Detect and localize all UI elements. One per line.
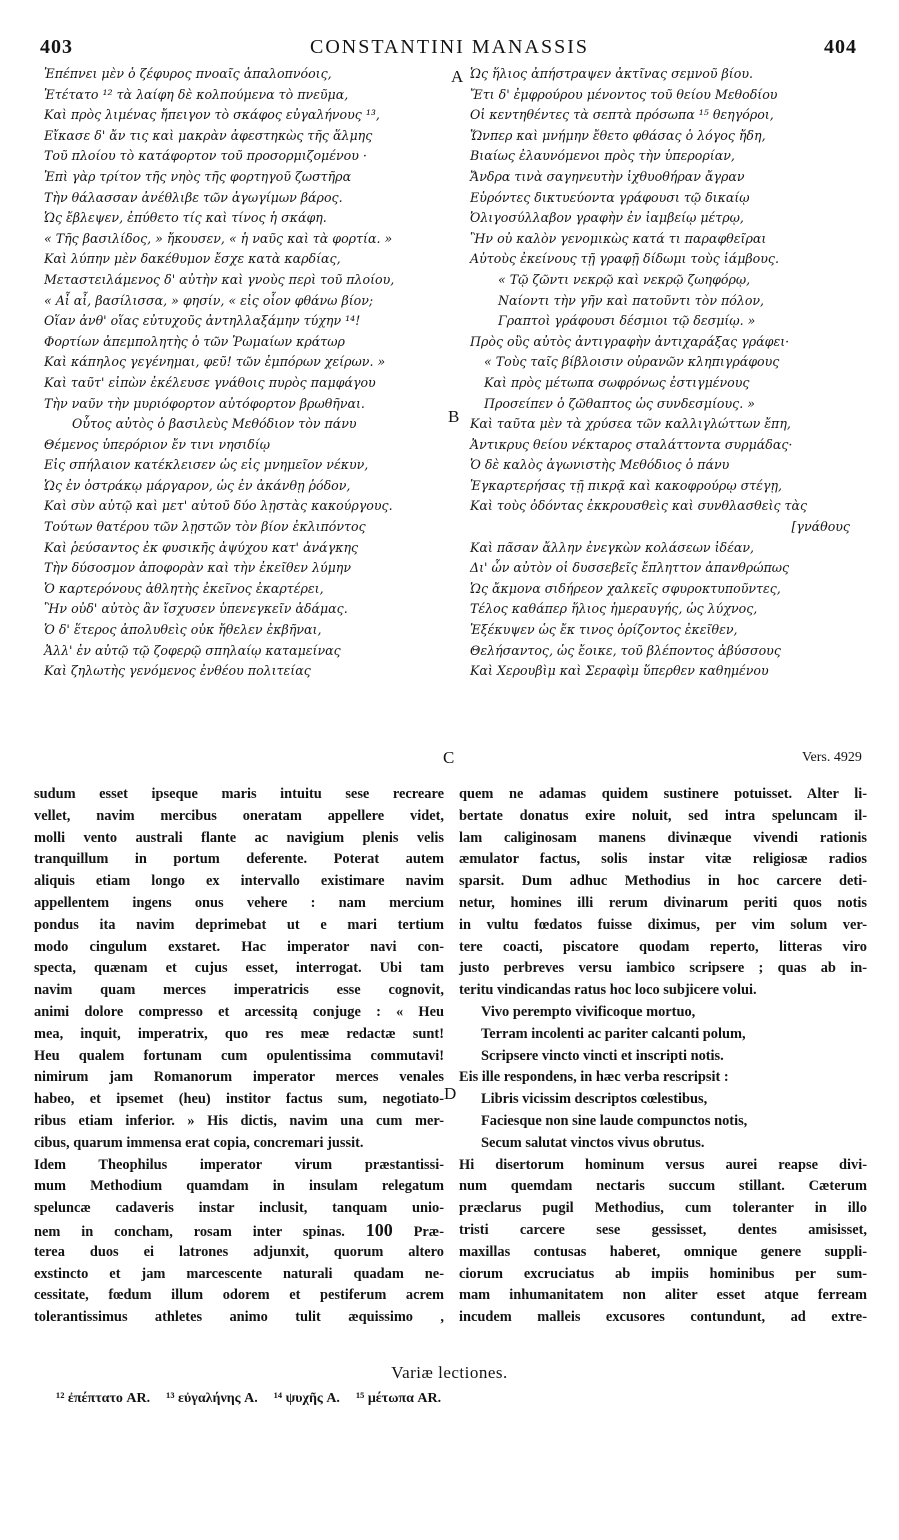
left-page-number: 403	[40, 36, 73, 58]
latin-prose-line: speluncæ cadaveris instar inclusit, tanquam unio-	[34, 1200, 444, 1217]
greek-verse-line: Τούτων θατέρου τῶν λῃστῶν τὸν βίον ἐκλιπόντος	[44, 519, 366, 535]
greek-verse-line: Καὶ πρὸς μέτωπα σωφρόνως ἐστιγμένους	[484, 374, 750, 390]
latin-prose-line: cessitate, fœdum illum odorem et pestiferum acrem	[34, 1287, 444, 1304]
variant-reading-note: ¹⁴ ψυχῆς A.	[273, 1391, 340, 1406]
greek-verse-right-column	[470, 64, 870, 682]
latin-text: Præ-	[392, 1223, 444, 1240]
latin-prose-line: maxillas contusas haberet, omnique genere suppli-	[459, 1243, 867, 1260]
latin-prose-line: præclarus pugil Methodius, cum toleranter in illo	[459, 1200, 867, 1217]
greek-verse-line: Ὡς ἔβλεψεν, ἐπύθετο τίς καὶ τίνος ἡ σκάφη.	[44, 210, 327, 226]
latin-prose-line: modo cingulum exstaret. Hac imperator navi con-	[34, 938, 444, 955]
greek-verse-line: Τὴν ναῦν τὴν μυριόφορτον αὐτόφορτον βρωθῆναι.	[44, 395, 365, 411]
greek-verse-line: Θέμενος ὑπερόριον ἔν τινι νησιδίῳ	[44, 436, 271, 452]
latin-verse-line: Secum salutat vinctos vivus obrutus.	[481, 1134, 705, 1151]
latin-prose-line: teritu vindicandas ratus hoc loco subjicere volui.	[459, 982, 757, 999]
latin-prose-line: exstincto et jam marcescente naturali quadam ne-	[34, 1265, 444, 1282]
greek-verse-line: Ὥνπερ καὶ μνήμην ἔθετο φθάσας ὁ λόγος ἤδη,	[470, 127, 766, 143]
greek-verse-line: Καὶ ταῦτ' εἰπὼν ἐκέλευσε γνάθοις πυρὸς παμφάγου	[44, 374, 376, 390]
latin-prose-line: justo perbreves versu iambico scripsere ; quas ab in-	[459, 960, 867, 977]
latin-prose-line: Heu qualem fortunam cum opulentissima commutavi!	[34, 1047, 444, 1064]
greek-verse-line: Ἀντικρυς θείου νέκταρος σταλάττοντα συρμάδας·	[470, 436, 793, 452]
greek-verse-line: « Τῆς βασιλίδος, » ἤκουσεν, « ἡ ναῦς καὶ τὰ φορτία. »	[44, 230, 393, 246]
latin-prose-line: num quemdam nectaris succum stillant. Cæterum	[459, 1178, 867, 1195]
latin-prose-line: quem ne adamas quidem sustinere potuisset. Alter li-	[459, 786, 867, 802]
greek-verse-line: Θελήσαντος, ὡς ἔοικε, τοῦ βλέποντος ἀβύσσους	[470, 642, 781, 658]
greek-verse-line: Ὁ δ' ἕτερος ἀπολυθεὶς οὐκ ἤθελεν ἐκβῆναι,	[44, 622, 322, 638]
variant-reading-note: ¹² ἐπέπτατο AR.	[56, 1391, 151, 1406]
latin-prose-line: sparsit. Dum adhuc Methodius in hoc carcere deti-	[459, 873, 867, 890]
greek-verse-line: Οἱ κεντηθέντες τὰ σεπτὰ πρόσωπα ¹⁵ θεηγόροι,	[470, 107, 774, 123]
latin-prose-line: tolerantissimus athletes animo tulit æquissimo ,	[34, 1309, 444, 1326]
greek-verse-line: Ὡς ἐν ὀστράκῳ μάργαρον, ὡς ἐν ἀκάνθῃ ῥόδον,	[44, 477, 351, 493]
latin-prose-line: tristi carcere sese gessisset, dentes amisisset,	[459, 1221, 867, 1238]
greek-verse-line: Τὴν δύσοσμον ἀποφορὰν καὶ τὴν ἐκεῖθεν λύμην	[44, 560, 351, 576]
greek-verse-line: Καὶ ζηλωτὴς γενόμενος ἐνθέου πολιτείας	[44, 663, 311, 679]
latin-prose-line: specta, quænam et cujus esset, interrogat. Ubi tam	[34, 960, 444, 977]
latin-prose-line: tranquillum in portum deferente. Poterat autem	[34, 851, 444, 868]
greek-verse-line: Ἐξέκυψεν ὡς ἔκ τινος ὁρίζοντος ἐκεῖθεν,	[470, 622, 738, 638]
variae-lectiones-title: Variæ lectiones.	[391, 1363, 508, 1382]
latin-prose-line: mum Methodium quamdam in insulam relegatum	[34, 1178, 444, 1195]
greek-verse-line: Καὶ ταῦτα μὲν τὰ χρύσεα τῶν καλλιγλώττων ἔπη,	[470, 416, 791, 432]
latin-text: nem in concham, rosam inter spinas.	[34, 1223, 366, 1240]
greek-verse-line: Καὶ Χερουβὶμ καὶ Σεραφὶμ ὕπερθεν καθημένου	[470, 663, 769, 679]
greek-verse-line: Καὶ ῥεύσαντος ἐκ φυσικῆς ἀψύχου κατ' ἀνάγκης	[44, 539, 359, 555]
latin-prose-line: mam inhumanitatem non aliter esset atque ferream	[459, 1287, 867, 1304]
greek-verse-line: Δι' ὧν αὐτὸν οἱ δυσσεβεῖς ἔπληττον ἀπανθρώπως	[470, 560, 790, 576]
greek-verse-line: Ἀλλ' ἐν αὐτῷ τῷ ζοφερῷ σπηλαίῳ καταμείνας	[44, 642, 341, 658]
latin-translation-right-column	[459, 784, 867, 1329]
greek-verse-line: Ἐγκαρτερήσας τῇ πικρᾷ καὶ κακοφρούρῳ στέγῃ,	[470, 477, 783, 493]
greek-verse-line: Καὶ πᾶσαν ἄλλην ἐνεγκὼν κολάσεων ἰδέαν,	[470, 539, 755, 555]
greek-verse-line: Ἣν οὐδ' αὐτὸς ἂν ἴσχυσεν ὑπενεγκεῖν ἀδάμας.	[44, 601, 348, 617]
latin-prose-line: vellet, navim mercibus oneratam appellere videt,	[34, 807, 444, 824]
latin-verse-line: Libris vicissim descriptos cœlestibus,	[481, 1091, 708, 1108]
latin-prose-line: Idem Theophilus imperator virum præstantissi-	[34, 1156, 444, 1173]
greek-verse-line: « Τῷ ζῶντι νεκρῷ καὶ νεκρῷ ζωηφόρῳ,	[498, 271, 751, 287]
latin-prose-line: nimirum jam Romanorum imperator merces venales	[34, 1069, 444, 1086]
latin-prose-line: navim quam merces imperatricis esse cognovit,	[34, 982, 444, 999]
latin-prose-line: pondus ita navim deprimebat ut e mari tertium	[34, 916, 444, 933]
greek-verse-line: Ἄνδρα τινὰ σαγηνευτὴν ἰχθυοθήραν ἄγραν	[470, 168, 745, 184]
greek-verse-line: Προσείπεν ὁ ζῶθαπτος ὡς συνδεσμίους. »	[484, 395, 755, 411]
greek-verse-line: Ἐτέτατο ¹² τὰ λαίφη δὲ κολπούμενα τὸ πνεῦμα,	[44, 86, 349, 102]
greek-verse-line: Φορτίων ἀπεμπολητὴς ὁ τῶν Ῥωμαίων κράτωρ	[44, 333, 345, 349]
margin-marker-d: D	[444, 1084, 457, 1103]
greek-verse-left-column	[44, 64, 449, 682]
latin-prose-line	[34, 1220, 444, 1242]
latin-prose-line: incudem malleis excusores contundunt, ad extre-	[459, 1309, 867, 1326]
latin-prose-line: sudum esset ipseque maris intuitu sese recreare	[34, 786, 444, 802]
latin-prose-line: appellentem ingens onus vehere : nam mercium	[34, 894, 444, 911]
greek-verse-line: Ὁ καρτερόνους ἀθλητὴς ἐκεῖνος ἐκαρτέρει,	[44, 580, 324, 596]
latin-verse-line: Scripsere vincto vincti et inscripti notis.	[481, 1047, 724, 1064]
latin-verse-line: Terram incolenti ac pariter calcanti polum,	[481, 1025, 746, 1042]
greek-verse-line: Οἵαν ἀνθ' οἵας εὐτυχοῦς ἀντηλλαξάμην τύχην ¹⁴!	[44, 313, 361, 329]
greek-verse-line: Ναίοντι τὴν γῆν καὶ πατοῦντι τὸν πόλον,	[498, 292, 765, 308]
latin-prose-line: netur, homines illi rerum divinarum periti quos notis	[459, 894, 867, 911]
latin-prose-line: cibus, quarum immensa erat copia, concremari jussit.	[34, 1134, 364, 1151]
latin-prose-line: aliquis etiam longo ex intervallo existimare navim	[34, 873, 444, 890]
margin-marker-b: B	[448, 407, 460, 426]
greek-verse-line: Αὐτοὺς ἐκείνους τῇ γραφῇ δίδωμι τοὺς ἰάμβους.	[470, 251, 779, 267]
latin-prose-line: in vultu fœdatos fuisse diximus, per vim solum ver-	[459, 916, 867, 933]
greek-verse-line: Τέλος καθάπερ ἥλιος ἡμεραυγής, ὡς λύχνος,	[470, 601, 758, 617]
variant-reading-note: ¹⁵ μέτωπα AR.	[355, 1391, 442, 1406]
margin-marker-c: C	[443, 748, 455, 767]
latin-prose-line: terea duos ei latrones adjunxit, quorum altero	[34, 1243, 444, 1260]
greek-verse-line: Γραπτοὶ γράφουσι δέσμιοι τῷ δεσμίῳ. »	[498, 313, 756, 329]
greek-verse-line: Καὶ λύπην μὲν δακέθυμον ἔσχε κατὰ καρδίας,	[44, 251, 341, 267]
greek-verse-line: [γνάθους	[791, 519, 850, 535]
latin-prose-line: habeo, et ipsemet (heu) institor factus sum, negotiato-	[34, 1091, 444, 1108]
variae-lectiones-notes	[56, 1391, 856, 1407]
greek-verse-line: Βιαίως ἐλαυνόμενοι πρὸς τὴν ὑπερορίαν,	[470, 148, 735, 164]
greek-verse-line: Ἐπέπνει μὲν ὁ ζέφυρος πνοαῖς ἁπαλοπνόοις,	[44, 66, 332, 81]
running-title: CONSTANTINI MANASSIS	[310, 36, 589, 58]
latin-prose-line: molli vento australi flante ac navigium plenis velis	[34, 829, 444, 846]
column-number: 100	[365, 1219, 393, 1240]
greek-verse-line: Καὶ κάπηλος γεγένημαι, φεῦ! τῶν ἐμπόρων χείρων. »	[44, 354, 386, 370]
greek-verse-line: Καὶ πρὸς λιμένας ἤπειγον τὸ σκάφος εὐγαλήνους ¹³,	[44, 107, 380, 123]
greek-verse-line: Ὡς ἥλιος ἀπήστραψεν ἀκτῖνας σεμνοῦ βίου.	[470, 66, 753, 81]
latin-verse-line: Faciesque non sine laude compunctos notis,	[481, 1112, 748, 1129]
latin-prose-line: Eis ille respondens, in hæc verba rescripsit :	[459, 1069, 729, 1086]
greek-verse-line: Εἴκασε δ' ἄν τις καὶ μακρὰν ἀφεστηκὼς τῆς ἅλμης	[44, 127, 373, 143]
greek-verse-line: Ἐπὶ γὰρ τρίτον τῆς νηὸς τῆς φορτηγοῦ ζωστῆρα	[44, 168, 352, 184]
latin-prose-line: bertate donatus exire noluit, sed intra speluncam il-	[459, 807, 867, 824]
latin-prose-line: æmulator factus, solis instar vitæ religiosæ radios	[459, 851, 867, 868]
greek-verse-line: Ἣν οὐ καλὸν γενομικὼς κατά τι παραφθεῖραι	[470, 230, 767, 246]
greek-verse-line: Ὁ δὲ καλὸς ἀγωνιστὴς Μεθόδιος ὁ πάνυ	[470, 457, 730, 473]
latin-verse-line: Vivo perempto vivificoque mortuo,	[481, 1003, 696, 1020]
margin-marker-a: A	[451, 67, 464, 86]
latin-prose-line: lam caliginosam manens divinæque vivendi rationis	[459, 829, 867, 846]
greek-verse-line: « Τοὺς ταῖς βίβλοισιν οὐρανῶν κληπιγράφους	[484, 354, 780, 370]
latin-prose-line: animi dolore compresso et arcessitą conjuge : « Heu	[34, 1003, 444, 1020]
greek-verse-line: Τοῦ πλοίου τὸ κατάφορτον τοῦ προσορμιζομένου ·	[44, 148, 367, 164]
latin-prose-line: Hi disertorum hominum versus aurei reapse divi-	[459, 1156, 867, 1173]
greek-verse-line: Καὶ τοὺς ὀδόντας ἐκκρουσθεὶς καὶ συνθλασθεὶς τὰς	[470, 498, 808, 514]
latin-prose-line: ciorum excruciatus ab impiis hominibus per sum-	[459, 1265, 867, 1282]
greek-verse-line: Πρὸς οὓς αὐτὸς ἀντιγραφὴν ἀντιχαράξας γράφει·	[470, 333, 790, 349]
greek-verse-line: « Αἶ αἶ, βασίλισσα, » φησίν, « εἰς οἷον φθάνω βίον;	[44, 292, 374, 308]
variant-reading-note: ¹³ εὐγαλήνης A.	[166, 1391, 258, 1406]
greek-verse-line: Εἰς σπήλαιον κατέκλεισεν ὡς εἰς μνημεῖον νέκυν,	[44, 457, 369, 473]
greek-verse-line: Ὀλιγοσύλλαβον γραφὴν ἐν ἰαμβείῳ μέτρῳ,	[470, 210, 744, 226]
greek-verse-line: Ἔτι δ' ἐμφρούρου μένοντος τοῦ θείου Μεθοδίου	[470, 86, 778, 102]
latin-prose-line: ribus etiam inferior. » His dictis, navim una cum mer-	[34, 1112, 444, 1129]
latin-translation-left-column	[34, 784, 444, 1329]
latin-prose-line: mea, inquit, imperatrix, quo res meæ redactæ sunt!	[34, 1025, 444, 1042]
greek-verse-line: Τὴν θάλασσαν ἀνέθλιβε τῶν ἀγωγίμων βάρος.	[44, 189, 343, 205]
greek-verse-line: Καὶ σὺν αὐτῷ καὶ μετ' αὐτοῦ δύο λῃστὰς κακούργους.	[44, 498, 393, 514]
verse-count: Vers. 4929	[802, 750, 862, 765]
greek-verse-line: Οὗτος αὐτὸς ὁ βασιλεὺς Μεθόδιον τὸν πάνυ	[72, 416, 357, 432]
greek-verse-line: Εὑρόντες δικτυεύοντα γράφουσι τῷ δικαίῳ	[470, 189, 750, 205]
greek-verse-line: Ὡς ἄκμονα σιδήρεον χαλκεῖς σφυροκτυποῦντες,	[470, 580, 781, 596]
right-page-number: 404	[824, 36, 857, 58]
page-header	[28, 36, 871, 62]
greek-verse-line: Μεταστειλάμενος δ' αὐτὴν καὶ γνοὺς περὶ τοῦ πλοίου,	[44, 271, 395, 287]
latin-prose-line: tere coacti, piscatore quodam reperto, litteras viro	[459, 938, 867, 955]
